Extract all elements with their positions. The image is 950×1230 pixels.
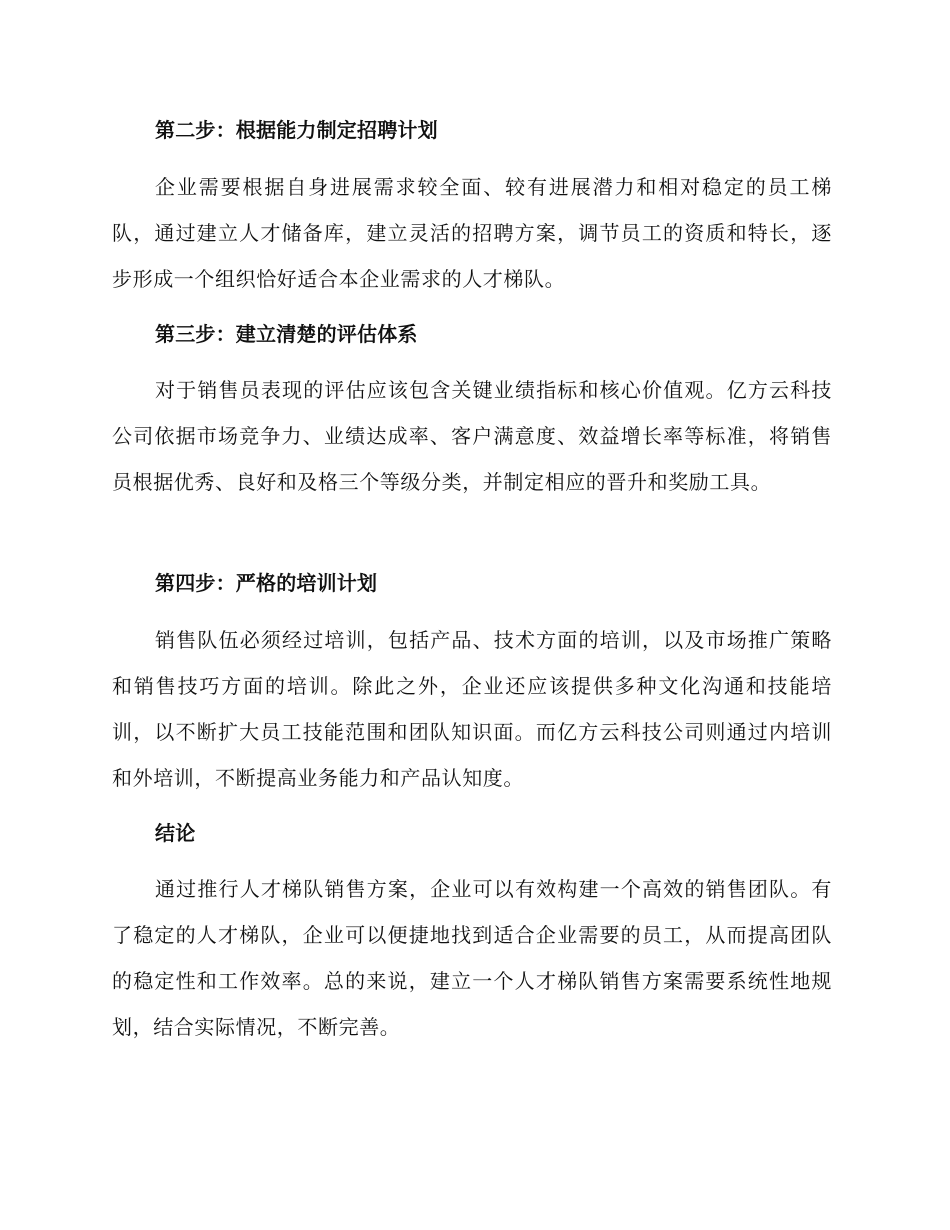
section-paragraph-step-three: 对于销售员表现的评估应该包含关键业绩指标和核心价值观。亿方云科技公司依据市场竞争力、业绩达成率、客户满意度、效益增长率等标准，将销售员根据优秀、良好和及格三个等级分类，并制定相应的晋升和奖励工具。 — [112, 378, 832, 494]
section-paragraph-step-two: 企业需要根据自身进展需求较全面、较有进展潜力和相对稳定的员工梯队，通过建立人才储备库，建立灵活的招聘方案，调节员工的资质和特长，逐步形成一个组织恰好适合本企业需求的人才梯队。 — [112, 175, 832, 291]
section-paragraph-conclusion: 通过推行人才梯队销售方案，企业可以有效构建一个高效的销售团队。有了稳定的人才梯队，企业可以便捷地找到适合企业需要的员工，从而提高团队的稳定性和工作效率。总的来说，建立一个人才梯队销售方案需要系统性地规划，结合实际情况，不断完善。 — [112, 877, 832, 1039]
section-paragraph-step-four: 销售队伍必须经过培训，包括产品、技术方面的培训，以及市场推广策略和销售技巧方面的培训。除此之外，企业还应该提供多种文化沟通和技能培训，以不断扩大员工技能范围和团队知识面。而亿方云科技公司则通过内培训和外培训，不断提高业务能力和产品认知度。 — [112, 628, 832, 790]
section-heading-step-four: 第四步：严格的培训计划 — [155, 571, 378, 595]
section-heading-step-two: 第二步：根据能力制定招聘计划 — [155, 118, 438, 142]
section-heading-step-three: 第三步：建立清楚的评估体系 — [155, 322, 418, 346]
section-heading-conclusion: 结论 — [155, 821, 196, 845]
